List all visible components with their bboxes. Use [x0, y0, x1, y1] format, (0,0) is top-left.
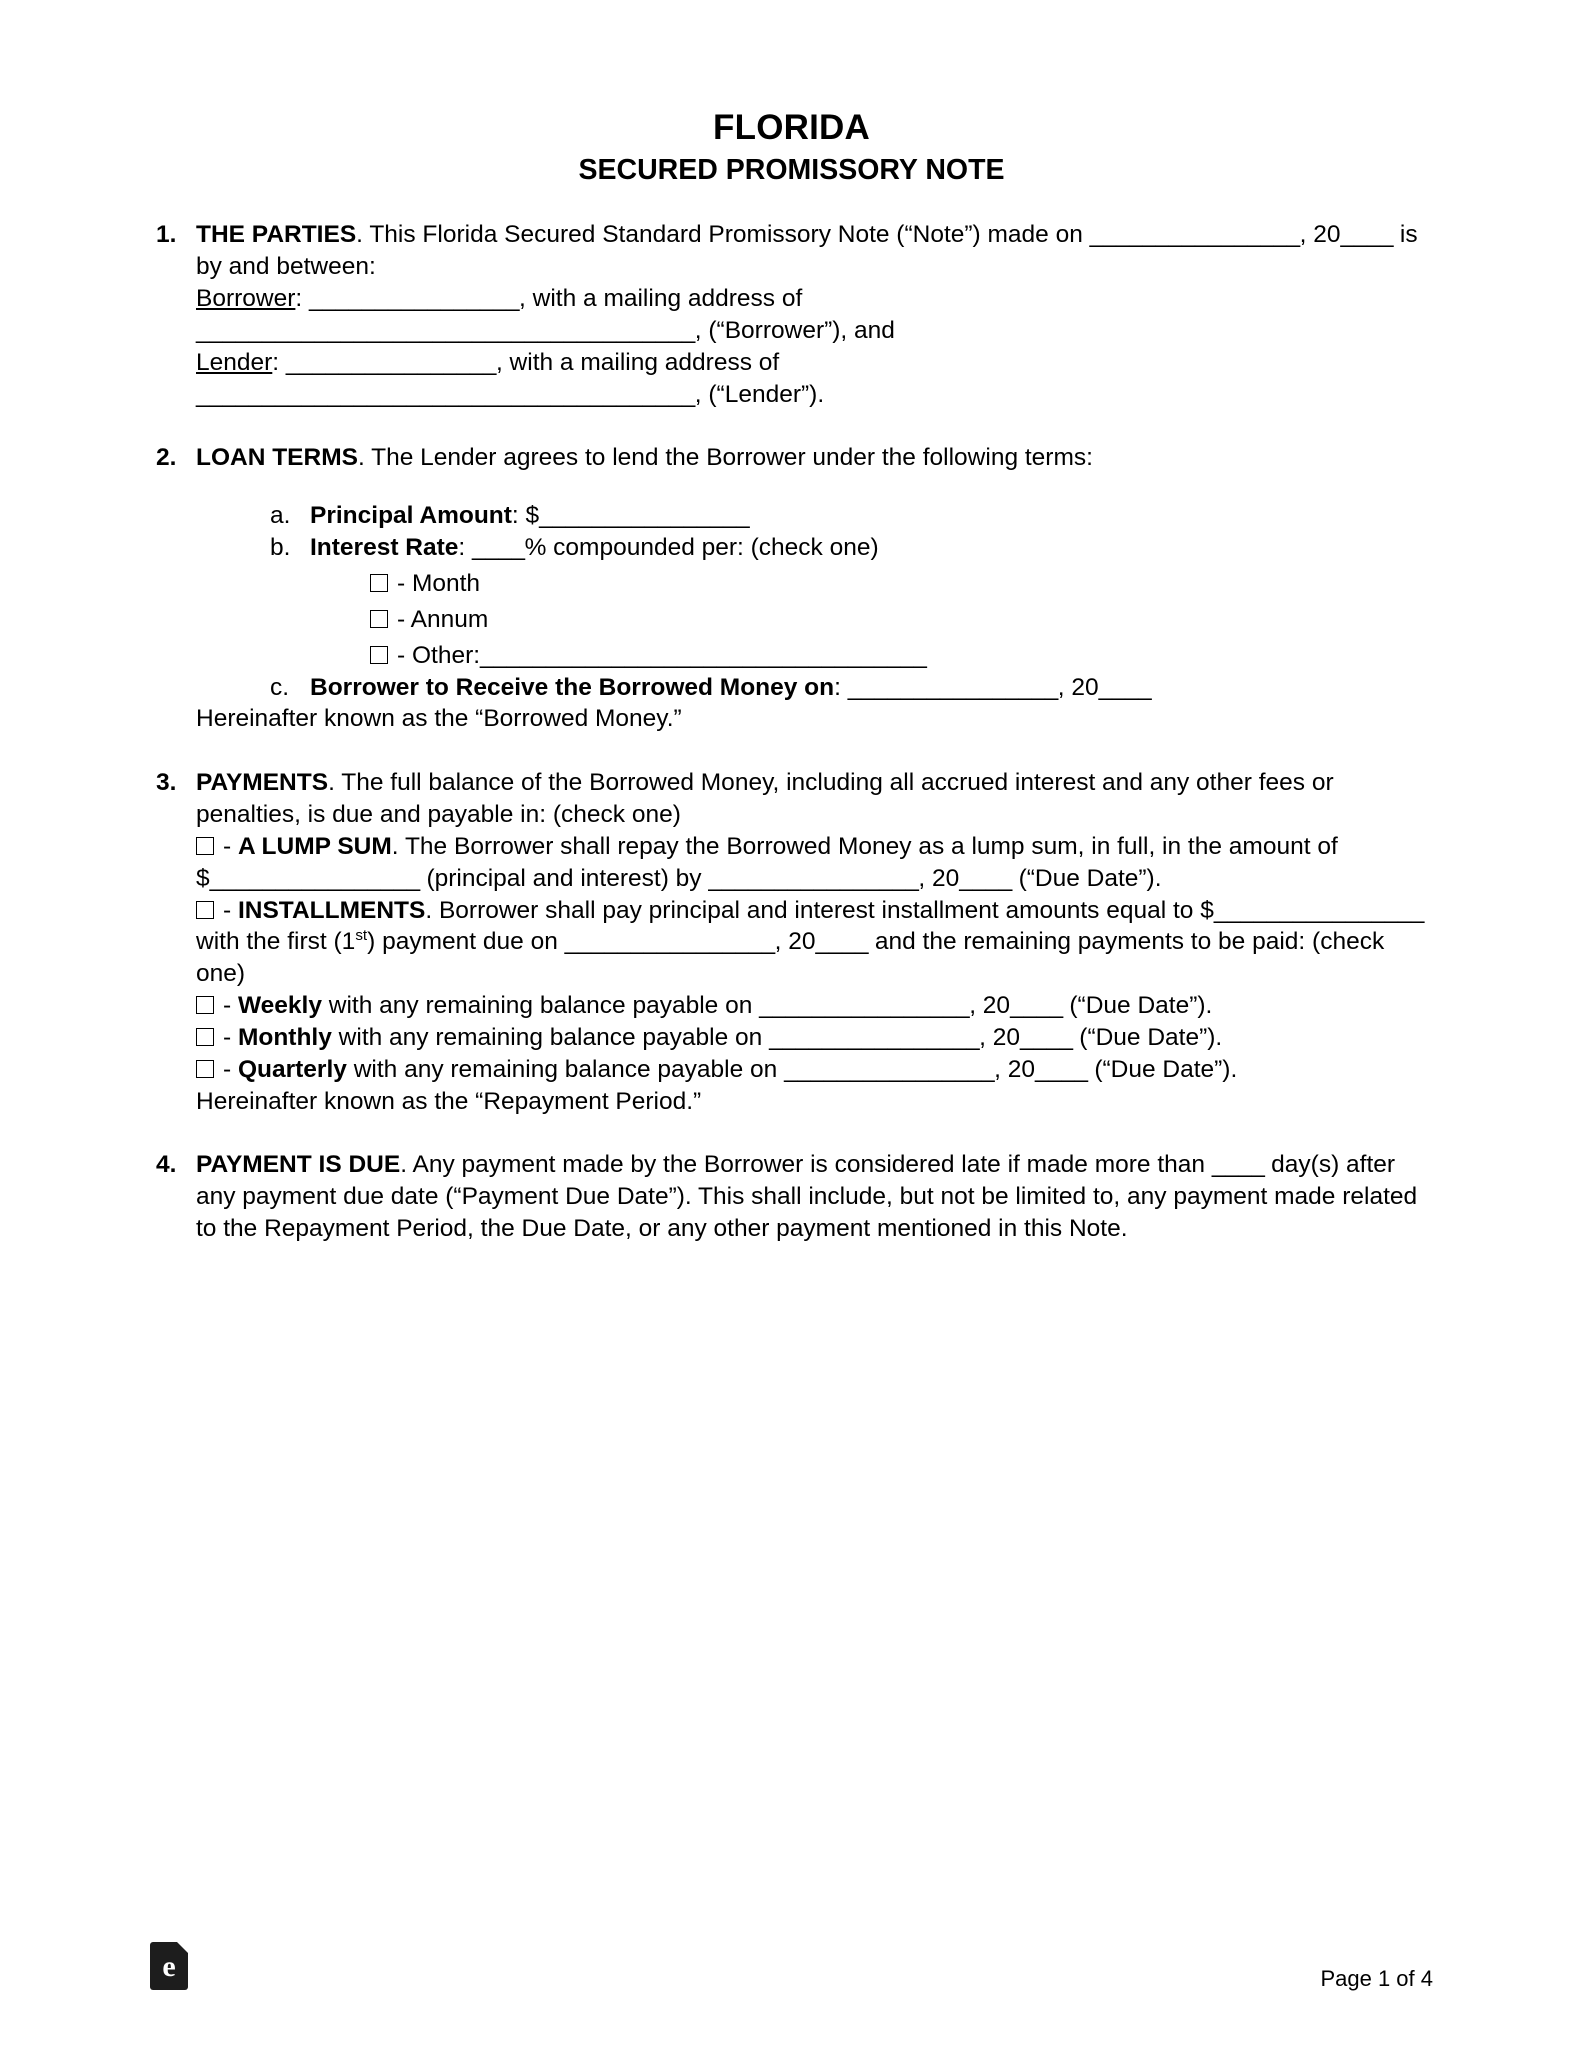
- lender-line2-tail: , (“Lender”).: [694, 380, 825, 408]
- page-footer: [150, 1942, 1433, 1990]
- installments-option[interactable]: [196, 895, 1433, 991]
- monthly-text-b: , 20: [979, 1023, 1020, 1051]
- weekly-dash: -: [223, 992, 238, 1020]
- principal-amount-label: Principal Amount: [310, 502, 512, 530]
- section-number: 4.: [156, 1151, 177, 1179]
- weekly-year-blank[interactable]: ____: [1010, 992, 1063, 1020]
- installment-frequency-quarterly[interactable]: [196, 1054, 1433, 1086]
- weekly-text-c: (“Due Date”).: [1062, 992, 1213, 1020]
- interest-rate-text: % compounded per: (check one): [524, 534, 879, 562]
- checkbox-icon[interactable]: [196, 901, 214, 919]
- section-number: 2.: [156, 444, 177, 472]
- payment-is-due-heading: PAYMENT IS DUE: [196, 1151, 401, 1179]
- principal-amount-blank[interactable]: ________________: [539, 502, 750, 530]
- quarterly-label: Quarterly: [237, 1055, 347, 1083]
- borrower-line2-tail: , (“Borrower”), and: [694, 316, 895, 344]
- weekly-text-b: , 20: [969, 992, 1011, 1020]
- section-number: 1.: [156, 221, 177, 249]
- checkbox-icon[interactable]: [196, 1028, 214, 1046]
- monthly-date-blank[interactable]: ________________: [769, 1023, 980, 1051]
- installment-frequency-weekly[interactable]: [196, 990, 1433, 1022]
- loan-terms-sublist: [270, 500, 1433, 703]
- borrowed-money-hereinafter: Hereinafter known as the “Borrowed Money.”: [196, 705, 682, 733]
- receive-date-content: [310, 672, 1433, 704]
- quarterly-text-c: (“Due Date”).: [1087, 1055, 1238, 1083]
- lender-colon: :: [272, 348, 286, 376]
- interest-rate-blank[interactable]: ____: [472, 534, 525, 562]
- installments-ordinal-suffix: st: [355, 927, 368, 945]
- logo-letter: e: [162, 1950, 176, 1983]
- parties-heading: THE PARTIES: [196, 221, 357, 249]
- monthly-label: Monthly: [237, 1023, 332, 1051]
- loan-term-principal-amount: [270, 500, 1433, 532]
- section-the-parties: [150, 219, 1433, 410]
- lump-sum-dash: -: [223, 832, 238, 860]
- loan-terms-intro-paragraph: [196, 442, 1433, 474]
- payments-heading: PAYMENTS: [196, 769, 329, 797]
- lump-sum-text-a: . The Borrower shall repay the Borrowed Money as a lump sum, in full, in the amount of $: [196, 832, 1338, 892]
- section-body: [196, 442, 1433, 735]
- payments-intro: . The full balance of the Borrowed Money, including all accrued interest and any other fees or penalties, is due and payable in: (check one): [196, 769, 1334, 829]
- checkbox-icon[interactable]: [196, 996, 214, 1014]
- installments-date-blank[interactable]: ________________: [564, 928, 775, 956]
- borrower-block: [196, 283, 1433, 347]
- installments-text-a: . Borrower shall pay principal and interest installment amounts equal to $: [425, 896, 1214, 924]
- option-other-blank[interactable]: __________________________________: [480, 641, 927, 669]
- interest-rate-content: [310, 532, 1433, 671]
- document-icon: [150, 1942, 188, 1990]
- section-body: [196, 1149, 1433, 1245]
- monthly-text-a: with any remaining balance payable on: [331, 1023, 770, 1051]
- sub-letter-c: c.: [270, 673, 290, 701]
- eforms-logo: [150, 1942, 188, 1990]
- loan-terms-heading: LOAN TERMS: [196, 444, 358, 472]
- section-body: [196, 767, 1433, 1117]
- section-payments: [150, 767, 1433, 1117]
- receive-date-year-blank[interactable]: ____: [1098, 673, 1152, 701]
- section-payment-is-due: [150, 1149, 1433, 1245]
- receive-date-colon: :: [834, 673, 848, 701]
- lender-address-blank[interactable]: ______________________________________: [196, 380, 695, 408]
- lump-sum-option[interactable]: [196, 831, 1433, 895]
- checkbox-icon[interactable]: [196, 1060, 214, 1078]
- lender-block: [196, 347, 1433, 411]
- lender-name-blank[interactable]: ________________: [285, 348, 496, 376]
- lump-sum-amount-blank[interactable]: ________________: [209, 864, 420, 892]
- installments-text-d: and the remaining payments to be paid: (check one): [196, 928, 1385, 988]
- lump-sum-date-blank[interactable]: ________________: [708, 864, 919, 892]
- interest-rate-label: Interest Rate: [310, 534, 459, 562]
- borrower-line1-tail: , with a mailing address of: [519, 285, 803, 313]
- checkbox-icon[interactable]: [196, 837, 214, 855]
- lump-sum-text-d: (“Due Date”).: [1011, 864, 1162, 892]
- page-subtitle: SECURED PROMISSORY NOTE: [578, 154, 1005, 187]
- receive-date-label: Borrower to Receive the Borrowed Money on: [310, 673, 835, 701]
- option-annum[interactable]: [370, 604, 1433, 636]
- checkbox-icon[interactable]: [370, 610, 388, 628]
- loan-terms-intro: . The Lender agrees to lend the Borrower under the following terms:: [357, 444, 1093, 472]
- payment-is-due-days-blank[interactable]: ____: [1211, 1151, 1265, 1179]
- parties-year-blank[interactable]: ____: [1340, 221, 1394, 249]
- option-annum-label: - Annum: [397, 605, 489, 633]
- installments-dash: -: [223, 896, 238, 924]
- section-body: [196, 219, 1433, 410]
- installment-frequency-monthly[interactable]: [196, 1022, 1433, 1054]
- loan-term-interest-rate: [270, 532, 1433, 671]
- monthly-dash: -: [223, 1023, 238, 1051]
- parties-intro-c: is by and between:: [196, 221, 1418, 281]
- option-other[interactable]: [370, 640, 1433, 672]
- payment-is-due-text-b: day(s) after any payment due date (“Payment Due Date”). This shall include, but not be limited to, any payment made related to the Repayment Period, the Due Date, or any other payment mentioned in this Note.: [196, 1151, 1418, 1243]
- repayment-period-hereinafter: Hereinafter known as the “Repayment Period.”: [196, 1087, 702, 1115]
- loan-term-receive-date: [270, 672, 1433, 704]
- installments-text-b-post: ) payment due on: [367, 928, 565, 956]
- quarterly-text-b: , 20: [994, 1055, 1035, 1083]
- weekly-date-blank[interactable]: ________________: [759, 992, 970, 1020]
- monthly-year-blank[interactable]: ____: [1019, 1023, 1073, 1051]
- interest-compound-options: [370, 568, 1433, 672]
- lender-line1-tail: , with a mailing address of: [495, 348, 780, 376]
- receive-date-blank[interactable]: ________________: [847, 673, 1058, 701]
- lump-sum-year-blank[interactable]: ____: [959, 864, 1012, 892]
- quarterly-text-a: with any remaining balance payable on: [346, 1055, 785, 1083]
- quarterly-dash: -: [223, 1055, 238, 1083]
- installments-label: INSTALLMENTS: [237, 896, 426, 924]
- installments-amount-blank[interactable]: ________________: [1213, 896, 1424, 924]
- payment-is-due-text-a: . Any payment made by the Borrower is considered late if made more than: [400, 1151, 1212, 1179]
- checkbox-icon[interactable]: [370, 574, 388, 592]
- borrower-name-blank[interactable]: ________________: [309, 285, 520, 313]
- parties-intro-paragraph: [196, 219, 1433, 283]
- parties-date-blank[interactable]: ________________: [1089, 221, 1300, 249]
- installments-text-c: , 20: [774, 928, 816, 956]
- weekly-label: Weekly: [237, 992, 322, 1020]
- option-month-label: - Month: [397, 569, 481, 597]
- installments-year-blank[interactable]: ____: [815, 928, 869, 956]
- lump-sum-text-b: (principal and interest) by: [419, 864, 709, 892]
- sub-letter-b: b.: [270, 534, 291, 562]
- interest-rate-colon: :: [458, 534, 473, 562]
- lender-label: Lender: [196, 348, 273, 376]
- parties-intro-a: . This Florida Secured Standard Promissory Note (“Note”) made on: [356, 221, 1090, 249]
- section-number: 3.: [156, 769, 177, 797]
- section-loan-terms: [150, 442, 1433, 735]
- page-title: FLORIDA: [713, 108, 870, 147]
- receive-date-year-text: , 20: [1057, 673, 1099, 701]
- quarterly-date-blank[interactable]: ________________: [784, 1055, 995, 1083]
- lump-sum-label: A LUMP SUM: [237, 832, 392, 860]
- borrower-address-blank[interactable]: ______________________________________: [196, 316, 695, 344]
- sub-letter-a: a.: [270, 502, 291, 530]
- lump-sum-text-c: , 20: [918, 864, 960, 892]
- payment-is-due-paragraph: [196, 1149, 1433, 1245]
- checkbox-icon[interactable]: [370, 646, 388, 664]
- option-month[interactable]: [370, 568, 1433, 600]
- installments-text-b-pre: with the first (1: [196, 928, 356, 956]
- monthly-text-c: (“Due Date”).: [1072, 1023, 1223, 1051]
- principal-amount-text: : $: [511, 502, 540, 530]
- principal-amount-content: [310, 500, 1433, 532]
- parties-intro-b: , 20: [1299, 221, 1341, 249]
- page-number: Page 1 of 4: [1320, 1966, 1433, 1991]
- option-other-label: - Other:: [397, 641, 481, 669]
- payments-intro-paragraph: [196, 767, 1433, 831]
- borrower-colon: :: [295, 285, 310, 313]
- weekly-text-a: with any remaining balance payable on: [321, 992, 760, 1020]
- borrower-label: Borrower: [196, 285, 296, 313]
- quarterly-year-blank[interactable]: ____: [1035, 1055, 1088, 1083]
